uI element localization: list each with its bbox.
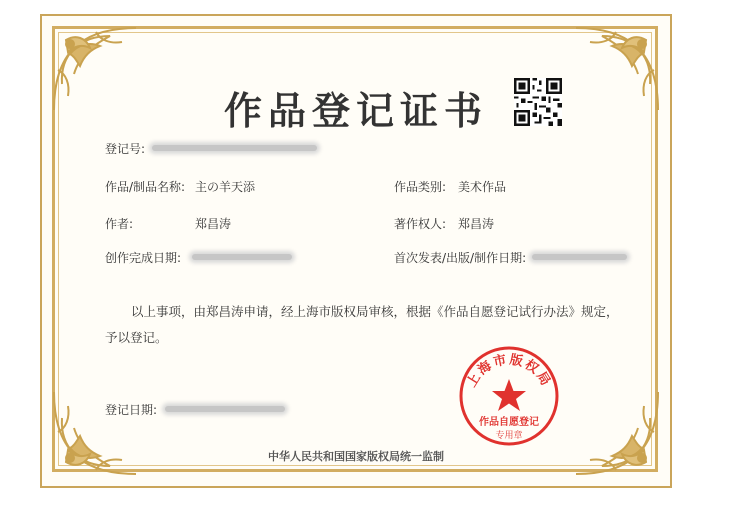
footer-text: 中华人民共和国国家版权局统一监制 <box>268 450 444 463</box>
seal-bottom-text: 专用章 <box>495 431 523 441</box>
official-seal <box>454 341 564 451</box>
redacted-reg-no <box>152 145 317 151</box>
corner-ornament-icon <box>562 378 672 488</box>
seal-top-text: 上海市版权局 <box>464 352 554 391</box>
completion-date-label: 创作完成日期: <box>105 251 182 265</box>
author-label: 作者: <box>105 217 134 231</box>
certificate-title: 作品登记证书 <box>223 88 488 133</box>
work-name-label: 作品/制品名称: <box>105 180 186 194</box>
seal-star-icon <box>492 379 526 411</box>
statement-text: 以上事项，由郑昌涛申请，经上海市版权局审核，根据《作品自愿登记试行办法》规定，予以登记。 <box>105 304 619 345</box>
certificate <box>40 14 672 488</box>
reg-date-label: 登记日期: <box>105 403 158 417</box>
redacted-completion-date <box>192 254 292 260</box>
seal-mid-text: 作品自愿登记 <box>479 417 539 428</box>
publish-date-label: 首次发表/出版/制作日期: <box>394 251 527 265</box>
work-name-value: 主の羊天添 <box>195 180 256 194</box>
owner-label: 著作权人: <box>394 217 447 231</box>
redacted-reg-date <box>165 406 285 412</box>
redacted-publish-date <box>532 254 627 260</box>
category-label: 作品类别: <box>394 180 447 194</box>
reg-no-label: 登记号: <box>105 142 146 156</box>
category-value: 美术作品 <box>458 180 507 194</box>
qr-code-icon <box>514 78 562 126</box>
owner-value: 郑昌涛 <box>458 217 495 231</box>
author-value: 郑昌涛 <box>195 217 232 231</box>
corner-ornament-icon <box>40 378 150 488</box>
